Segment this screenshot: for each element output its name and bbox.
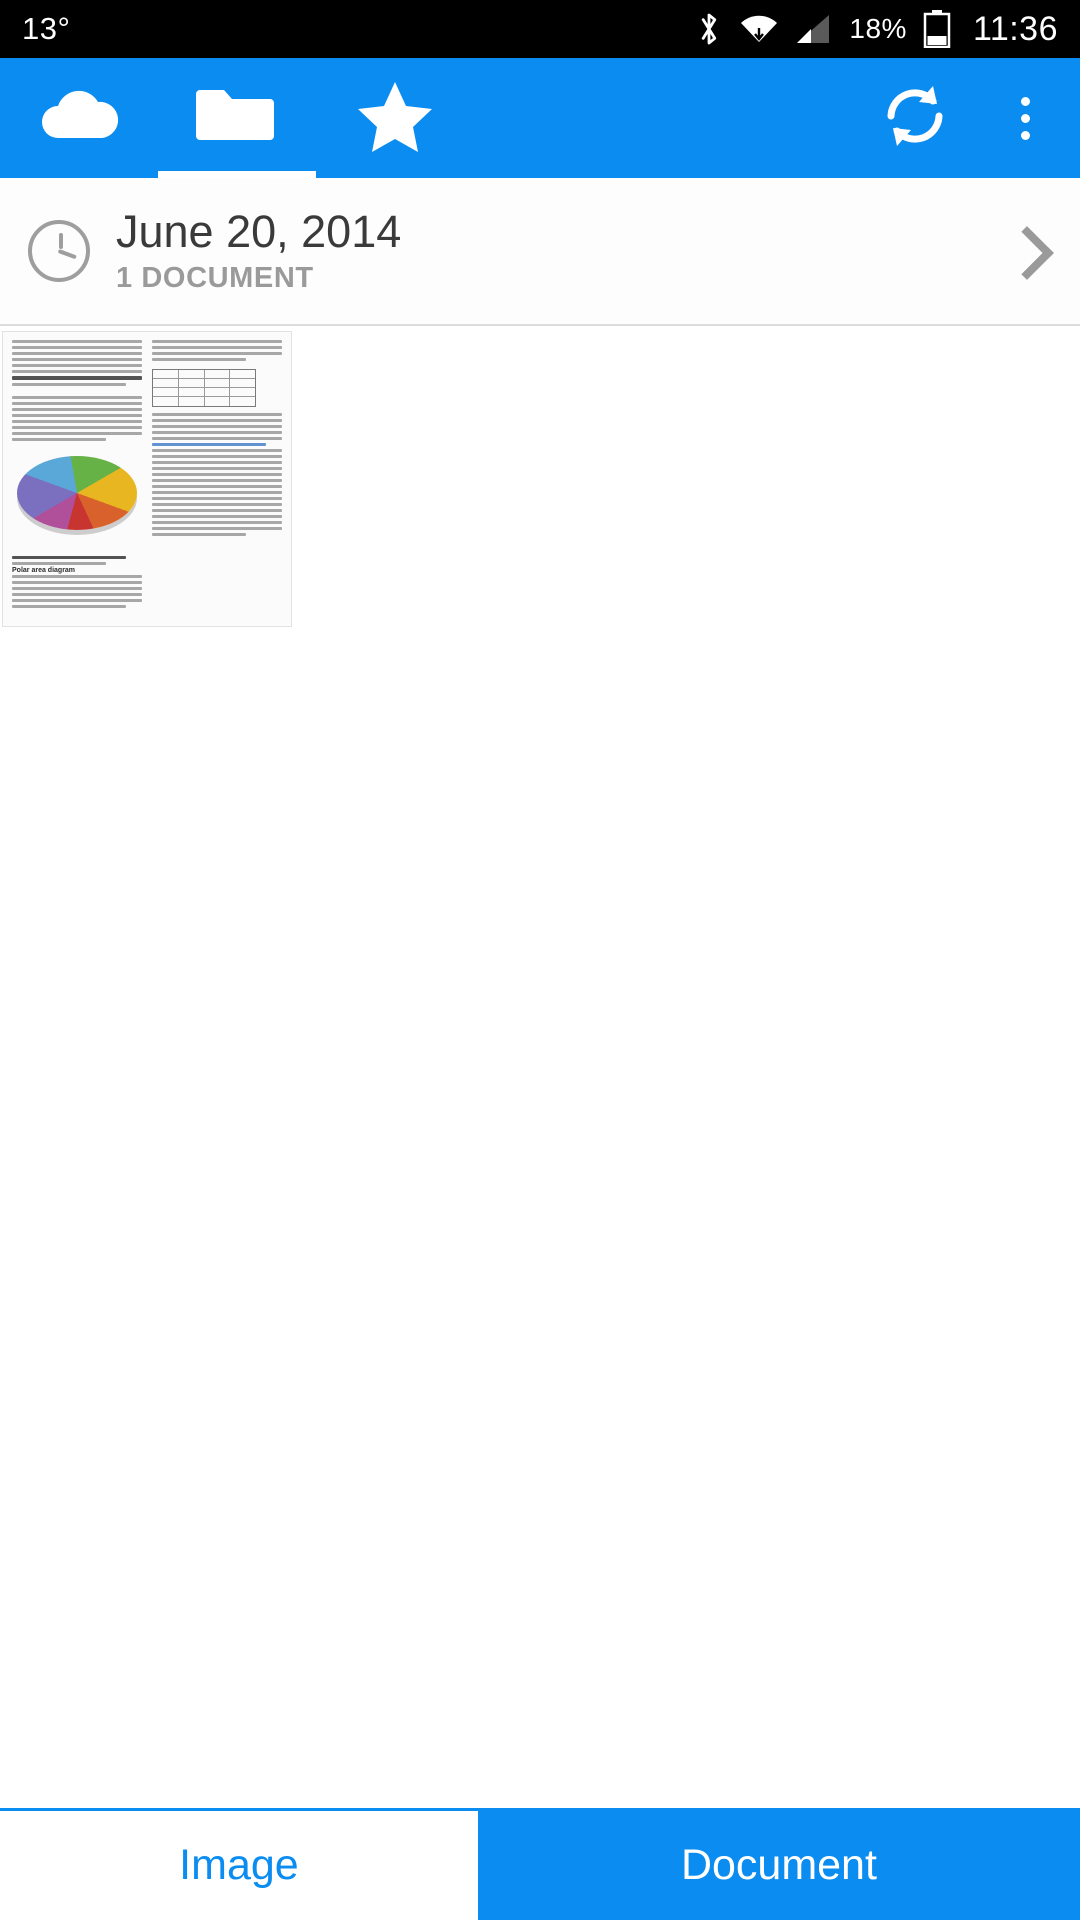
cell-signal-icon bbox=[795, 13, 833, 45]
favorites-tab[interactable] bbox=[316, 58, 474, 178]
clock-icon bbox=[28, 220, 90, 282]
cloud-icon bbox=[36, 84, 122, 153]
document-thumbnail-caption: Polar area diagram bbox=[12, 567, 76, 574]
bluetooth-icon bbox=[695, 10, 723, 48]
refresh-button[interactable] bbox=[860, 58, 970, 178]
folder-tab[interactable] bbox=[158, 58, 316, 178]
battery-icon bbox=[923, 10, 951, 48]
app-bar bbox=[0, 58, 1080, 178]
refresh-icon bbox=[879, 82, 951, 155]
overflow-menu-button[interactable] bbox=[970, 58, 1080, 178]
preview-column-left bbox=[12, 340, 142, 618]
wifi-icon bbox=[739, 12, 779, 46]
status-clock: 11:36 bbox=[972, 9, 1058, 48]
date-title: June 20, 2014 bbox=[116, 205, 402, 257]
status-bar bbox=[0, 0, 1080, 58]
document-preview-page bbox=[3, 332, 291, 626]
bottom-action-bar bbox=[0, 1808, 1080, 1920]
cloud-tab[interactable] bbox=[0, 58, 158, 178]
battery-percentage: 18% bbox=[849, 13, 907, 44]
document-count-label: 1 DOCUMENT bbox=[116, 262, 314, 295]
more-vertical-icon bbox=[1021, 97, 1030, 140]
folder-icon bbox=[192, 82, 282, 155]
status-icons bbox=[695, 10, 1058, 49]
image-button[interactable]: Image bbox=[0, 1811, 478, 1920]
document-button[interactable]: Document bbox=[478, 1811, 1080, 1920]
chevron-right-icon[interactable] bbox=[1004, 228, 1050, 274]
date-header-text bbox=[116, 207, 401, 296]
document-thumbnail[interactable] bbox=[2, 331, 292, 627]
star-icon bbox=[356, 79, 434, 158]
document-list bbox=[0, 326, 1080, 1376]
date-group-header[interactable] bbox=[0, 178, 1080, 326]
preview-pie-chart bbox=[17, 456, 137, 534]
temperature-indicator: 13° bbox=[22, 11, 71, 46]
preview-table bbox=[152, 369, 256, 407]
preview-column-right bbox=[152, 340, 282, 618]
